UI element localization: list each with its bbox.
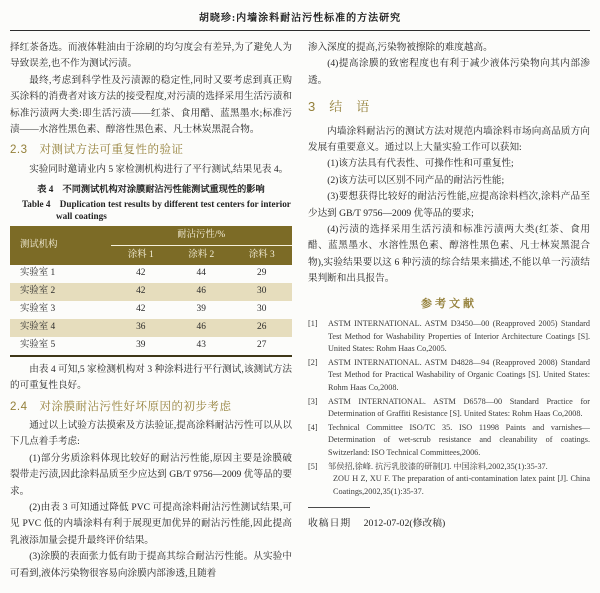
results-table <box>10 226 292 357</box>
cell-value: 30 <box>257 304 267 315</box>
reference-list <box>308 318 590 498</box>
list-item: (2)由表 3 可知通过降低 PVC 可提高涂料耐沾污性测试结果,可见 PVC 低的内墙涂料有利于展现更加优异的耐沾污性能,因此提高乳液添加量会提升最终评价结果。 <box>10 502 292 546</box>
two-column-layout <box>10 40 590 582</box>
received-date-line <box>308 516 590 532</box>
reference-entry <box>308 422 590 460</box>
column-header-coating-2: 涂料 2 <box>171 245 231 265</box>
header-divider <box>10 30 590 31</box>
cell-value: 46 <box>196 322 206 333</box>
reference-entry <box>308 357 590 395</box>
table-head <box>10 226 292 265</box>
row-label: 实验室 4 <box>20 322 56 333</box>
cell-value: 39 <box>136 340 146 351</box>
table-row <box>10 265 292 283</box>
table-caption-en: Table 4 Duplication test results by different test centers for interior wall coatings <box>22 198 291 222</box>
reference-entry <box>308 461 590 499</box>
list-item: (1)该方法具有代表性、可操作性和可重复性; <box>327 158 514 170</box>
paragraph: 内墙涂料耐沾污的测试方法对规范内墙涂料市场向高品质方向发展有重要意义。通过以上大量实验工作可以获知: <box>308 125 590 154</box>
left-column <box>10 40 292 582</box>
cell-value: 46 <box>196 286 206 297</box>
section-heading-3: 3 结 语 <box>308 99 370 115</box>
list-item: (1)部分劣质涂料体现比较好的耐沾污性能,原因主要是涂膜破裂带走污渍,因此涂料品质至少应达到 GB/T 9756—2009 优等品的要求。 <box>10 452 292 497</box>
running-title: 胡晓珍:内墙涂料耐沾污性标准的方法研究 <box>198 13 402 24</box>
reference-text: ASTM INTERNATIONAL. ASTM D3450—00 (Reapproved 2005) Standard Test Method for Washability Properties of Interior Architecture Coatings [S]. United States: Rohm Haas Co,2005. <box>328 319 590 354</box>
paragraph: 实验同时邀请业内 5 家检测机构进行了平行测试,结果见表 4。 <box>29 163 289 175</box>
cell-value: 42 <box>136 304 146 315</box>
reference-number: [2] <box>308 357 318 367</box>
cell-value: 44 <box>196 268 206 279</box>
reference-text: ASTM INTERNATIONAL. ASTM D6578—00 Standard Practice for Determination of Graffiti Resistance [S]. United States: Rohm Haas Co,2008. <box>328 396 590 419</box>
received-date-label: 收稿日期 <box>308 518 352 530</box>
cell-value: 26 <box>257 322 267 333</box>
reference-entry <box>308 318 590 356</box>
section-heading-2-3: 2.3 对测试方法可重复性的验证 <box>10 144 184 157</box>
paragraph: 渗入深度的提高,污染物被擦除的难度越高。 <box>308 42 493 53</box>
table-caption-cn: 表 4 不同测试机构对涂膜耐沾污性能测试重现性的影响 <box>37 184 265 195</box>
received-date-value: 2012-07-02(修改稿) <box>363 518 446 530</box>
reference-text-en: ZOU H Z, XU F. The preparation of anti-contamination latex paint [J]. China Coatings,2002,35(1):35-37. <box>333 474 590 496</box>
row-label: 实验室 1 <box>20 268 56 279</box>
cell-value: 43 <box>196 340 206 351</box>
reference-number: [1] <box>308 319 318 329</box>
column-header-coating-1: 涂料 1 <box>111 245 171 265</box>
cell-value: 42 <box>136 286 146 297</box>
row-label: 实验室 5 <box>20 340 56 351</box>
reference-entry <box>308 396 590 421</box>
table-row <box>10 319 292 337</box>
column-header-test-center: 测试机构 <box>10 226 111 265</box>
cell-value: 36 <box>136 322 146 333</box>
paragraph: 最终,考虑到科学性及污渍源的稳定性,同时又要考虑到真正购买涂料的消费者对该方法的接受程度,对污渍的选择采用生活污渍和标准污渍两大类:即生活污渍——红茶、食用醋、蓝黑墨水;标准污渍——水溶性黑色素、醇溶性黑色素、凡士林炭黑混合物。 <box>10 74 292 136</box>
list-item: (3)要想获得比较好的耐沾污性能,应提高涂料档次,涂料产品至少达到 GB/T 9756—2009 优等品的要求; <box>308 191 590 219</box>
row-label: 实验室 2 <box>20 286 56 297</box>
row-label: 实验室 3 <box>20 304 56 315</box>
list-item: (4)提高涂膜的致密程度也有利于减少液体污染物向其内部渗透。 <box>308 58 590 86</box>
table-row <box>10 283 292 301</box>
cell-value: 42 <box>136 268 146 279</box>
paragraph: 通过以上试验方法摸索及方法验证,提高涂料耐沾污性可以从以下几点着手考虑: <box>10 419 292 448</box>
list-item: (2)该方法可以区别不同产品的耐沾污性能; <box>327 174 505 186</box>
list-item: (4)污渍的选择采用生活污渍和标准污渍两大类(红茶、食用醋、蓝黑墨水、水溶性黑色素、醇溶性黑色素、凡士林炭黑混合物),实验结果要以这 6 种污渍的综合结果来描述,不能以单一污渍结果判断和出具报告。 <box>308 224 590 285</box>
right-column <box>308 40 590 582</box>
reference-text: Technical Committee ISO/TC 35. ISO 11998 Paints and varnishes—Determination of wet-scrub resistance and cleanability of coatings. Switzerland: ISO Technical Committees,2006. <box>328 422 590 458</box>
column-header-stain-resistance: 耐沾污性/% <box>111 226 292 246</box>
references-heading: 参考文献 <box>421 297 477 310</box>
received-date-block <box>308 507 590 532</box>
table-row <box>10 337 292 356</box>
reference-number: [5] <box>308 461 318 471</box>
received-divider <box>308 507 370 508</box>
section-heading-2-4: 2.4 对涂膜耐沾污性好坏原因的初步考虑 <box>10 400 232 413</box>
column-header-coating-3: 涂料 3 <box>231 245 292 265</box>
paragraph: 由表 4 可知,5 家检测机构对 3 种涂料进行平行测试,该测试方法的可重复性良好。 <box>10 363 292 392</box>
reference-number: [3] <box>308 396 318 406</box>
cell-value: 27 <box>257 340 267 351</box>
reference-text: ASTM INTERNATIONAL. ASTM D4828—94 (Reapproved 2008) Standard Test Method for Practical Washability of Organic Coatings [S]. United States: Rohm Haas Co,2008. <box>328 357 590 393</box>
table-body <box>10 265 292 356</box>
paragraph: 择红茶备选。而液体鞋油由于涂刷的均匀度会有差异,为了避免人为导致误差,也不作为测试污渍。 <box>10 42 292 70</box>
table-row <box>10 301 292 319</box>
cell-value: 29 <box>257 268 267 279</box>
reference-text: 邹侯招,徐峰. 抗污乳胶漆的研制[J]. 中国涂料,2002,35(1):35-37. <box>328 461 548 471</box>
cell-value: 39 <box>196 304 206 315</box>
reference-number: [4] <box>308 422 318 432</box>
list-item: (3)涂膜的表面张力低有助于提高其综合耐沾污性能。从实验中可看到,液体污染物很容易向涂膜内部渗透,且随着 <box>10 551 292 579</box>
cell-value: 30 <box>257 286 267 297</box>
